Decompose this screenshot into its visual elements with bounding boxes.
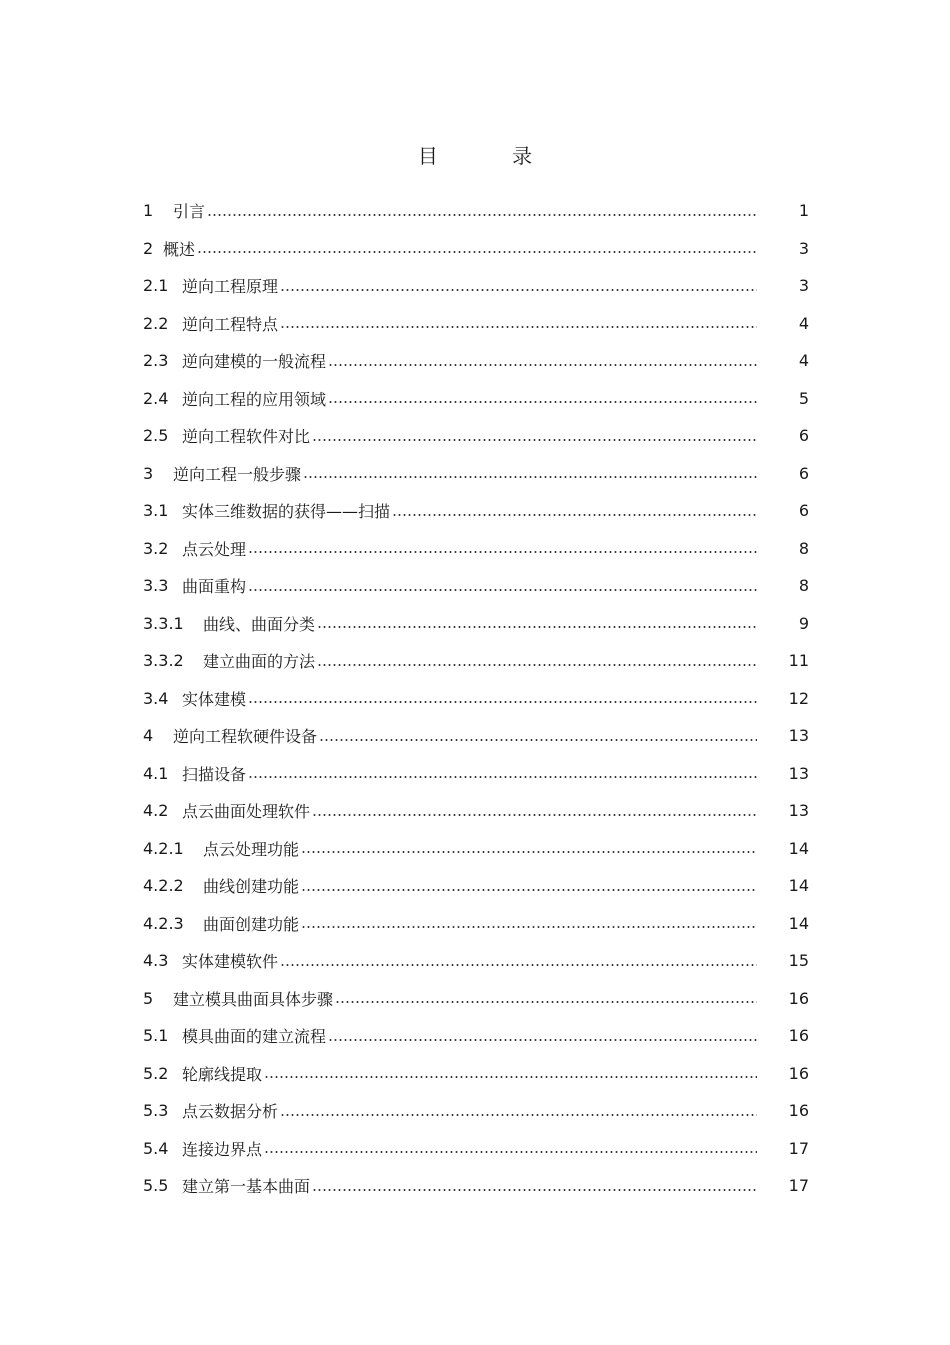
toc-entry[interactable] — [143, 567, 809, 605]
toc-entry[interactable] — [143, 417, 809, 455]
toc-leader-dots — [280, 960, 757, 970]
toc-leader-dots — [392, 510, 757, 520]
toc-entry-number: 3.3.2 — [143, 651, 184, 671]
toc-entry-title: 逆向工程软件对比 — [182, 427, 311, 447]
toc-entry-page: 16 — [788, 988, 809, 1008]
toc-entry-number: 4.2 — [143, 801, 169, 821]
toc-entry-title: 点云处理 — [182, 539, 247, 559]
toc-entry[interactable] — [143, 942, 809, 980]
toc-entry-number: 4 — [143, 726, 154, 746]
toc-entry-title: 模具曲面的建立流程 — [182, 1027, 327, 1047]
toc-entry[interactable] — [143, 867, 809, 905]
toc-entry-title: 建立模具曲面具体步骤 — [173, 989, 334, 1009]
toc-entry-title: 引言 — [173, 202, 206, 222]
toc-entry[interactable] — [143, 792, 809, 830]
toc-entry-number: 2.5 — [143, 426, 169, 446]
toc-entry-number: 5.3 — [143, 1101, 169, 1121]
toc-entry-title: 概述 — [163, 239, 196, 259]
toc-entry-page: 14 — [788, 913, 809, 933]
toc-entry-page: 17 — [788, 1176, 809, 1196]
toc-entry-number: 4.2.1 — [143, 838, 184, 858]
toc-entry-number: 4.2.3 — [143, 913, 184, 933]
toc-leader-dots — [248, 772, 757, 782]
toc-entry[interactable] — [143, 1055, 809, 1093]
toc-entry-page: 16 — [788, 1026, 809, 1046]
toc-entry[interactable] — [143, 455, 809, 493]
toc-entry-number: 5.2 — [143, 1063, 169, 1083]
toc-leader-dots — [248, 585, 757, 595]
toc-entry-page: 3 — [798, 276, 809, 296]
toc-entry-title: 扫描设备 — [182, 764, 247, 784]
toc-entry-number: 3.1 — [143, 501, 169, 521]
toc-entry-page: 9 — [798, 613, 809, 633]
toc-leader-dots — [328, 1035, 757, 1045]
toc-entry-number: 4.1 — [143, 763, 169, 783]
toc-entry-title: 逆向工程原理 — [182, 277, 279, 297]
toc-entry[interactable] — [143, 192, 809, 230]
toc-entry[interactable] — [143, 1167, 809, 1205]
toc-entry-title: 建立第一基本曲面 — [182, 1177, 311, 1197]
toc-entry-title: 逆向工程一般步骤 — [173, 464, 302, 484]
toc-entry-title: 实体建模 — [182, 689, 247, 709]
toc-leader-dots — [248, 547, 757, 557]
toc-entry-number: 3.4 — [143, 688, 169, 708]
toc-entry-page: 6 — [798, 426, 809, 446]
toc-entry-number: 4.3 — [143, 951, 169, 971]
toc-entry-page: 16 — [788, 1101, 809, 1121]
toc-entry[interactable] — [143, 1130, 809, 1168]
toc-entry-number: 5.5 — [143, 1176, 169, 1196]
toc-leader-dots — [197, 247, 757, 257]
toc-entry[interactable] — [143, 380, 809, 418]
toc-entry-title: 逆向工程特点 — [182, 314, 279, 334]
toc-leader-dots — [207, 210, 757, 220]
toc-entry[interactable] — [143, 1017, 809, 1055]
toc-leader-dots — [335, 997, 757, 1007]
toc-entry[interactable] — [143, 305, 809, 343]
toc-entry-number: 4.2.2 — [143, 876, 184, 896]
toc-entry-page: 4 — [798, 313, 809, 333]
toc-entry-title: 点云曲面处理软件 — [182, 802, 311, 822]
toc-entry-page: 8 — [798, 576, 809, 596]
toc-entry-number: 2.2 — [143, 313, 169, 333]
toc-leader-dots — [319, 735, 757, 745]
toc-leader-dots — [301, 885, 757, 895]
toc-leader-dots — [317, 622, 757, 632]
toc-entry-number: 3.3.1 — [143, 613, 184, 633]
toc-entry-number: 2.3 — [143, 351, 169, 371]
toc-entry[interactable] — [143, 642, 809, 680]
toc-entry-page: 1 — [798, 201, 809, 221]
toc-leader-dots — [280, 322, 757, 332]
toc-entry-title: 连接边界点 — [182, 1139, 263, 1159]
toc-leader-dots — [328, 360, 757, 370]
toc-entry-page: 13 — [788, 763, 809, 783]
toc-entry-number: 2.1 — [143, 276, 169, 296]
toc-entry[interactable] — [143, 830, 809, 868]
toc-entry[interactable] — [143, 680, 809, 718]
toc-entry-number: 3.2 — [143, 538, 169, 558]
toc-leader-dots — [248, 697, 757, 707]
toc-entry-page: 3 — [798, 238, 809, 258]
toc-entry-title: 建立曲面的方法 — [203, 652, 316, 672]
toc-entry-number: 1 — [143, 201, 154, 221]
toc-entry-page: 4 — [798, 351, 809, 371]
toc-entry[interactable] — [143, 980, 809, 1018]
toc-leader-dots — [301, 922, 757, 932]
toc-leader-dots — [312, 810, 757, 820]
toc-entry-title: 曲面重构 — [182, 577, 247, 597]
toc-entry-page: 13 — [788, 726, 809, 746]
toc-entry-title: 逆向工程的应用领域 — [182, 389, 327, 409]
toc-entry-page: 6 — [798, 501, 809, 521]
toc-leader-dots — [301, 847, 757, 857]
toc-entry-title: 实体三维数据的获得——扫描 — [182, 502, 391, 522]
toc-leader-dots — [280, 285, 757, 295]
toc-entry[interactable] — [143, 230, 809, 268]
toc-entry-page: 14 — [788, 838, 809, 858]
toc-entry-number: 3.3 — [143, 576, 169, 596]
toc-entry-title: 实体建模软件 — [182, 952, 279, 972]
toc-entry[interactable] — [143, 342, 809, 380]
toc-leader-dots — [303, 472, 757, 482]
toc-entry[interactable] — [143, 605, 809, 643]
toc-entry-title: 曲线、曲面分类 — [203, 614, 316, 634]
toc-entry[interactable] — [143, 755, 809, 793]
toc-entry-page: 6 — [798, 463, 809, 483]
toc-entry-title: 曲线创建功能 — [203, 877, 300, 897]
toc-entry[interactable] — [143, 267, 809, 305]
toc-entry-number: 5.4 — [143, 1138, 169, 1158]
toc-entry-number: 2 — [143, 238, 154, 258]
toc-entry-title: 逆向建模的一般流程 — [182, 352, 327, 372]
toc-entry-page: 12 — [788, 688, 809, 708]
toc-entry-page: 5 — [798, 388, 809, 408]
toc-leader-dots — [312, 435, 757, 445]
toc-entry-page: 13 — [788, 801, 809, 821]
toc-leader-dots — [264, 1147, 757, 1157]
toc-entry-number: 2.4 — [143, 388, 169, 408]
toc-entry-page: 14 — [788, 876, 809, 896]
toc-entry-title: 轮廓线提取 — [182, 1064, 263, 1084]
toc-entry-number: 3 — [143, 463, 154, 483]
toc-entry-title: 逆向工程软硬件设备 — [173, 727, 318, 747]
toc-entry-title: 点云数据分析 — [182, 1102, 279, 1122]
toc-entry-title: 点云处理功能 — [203, 839, 300, 859]
toc-entry[interactable] — [143, 1092, 809, 1130]
toc-entry[interactable] — [143, 905, 809, 943]
toc-leader-dots — [317, 660, 757, 670]
toc-entry-page: 8 — [798, 538, 809, 558]
toc-entry-page: 11 — [788, 651, 809, 671]
toc-leader-dots — [264, 1072, 757, 1082]
toc-entry-title: 曲面创建功能 — [203, 914, 300, 934]
toc-entry[interactable] — [143, 717, 809, 755]
toc-entry-page: 15 — [788, 951, 809, 971]
toc-entry-page: 17 — [788, 1138, 809, 1158]
toc-leader-dots — [328, 397, 757, 407]
toc-leader-dots — [280, 1110, 757, 1120]
toc-list — [143, 192, 809, 1205]
toc-entry[interactable] — [143, 492, 809, 530]
toc-entry[interactable] — [143, 530, 809, 568]
toc-title: 目 录 — [417, 144, 567, 168]
toc-entry-page: 16 — [788, 1063, 809, 1083]
toc-leader-dots — [312, 1185, 757, 1195]
toc-entry-number: 5.1 — [143, 1026, 169, 1046]
toc-entry-number: 5 — [143, 988, 154, 1008]
